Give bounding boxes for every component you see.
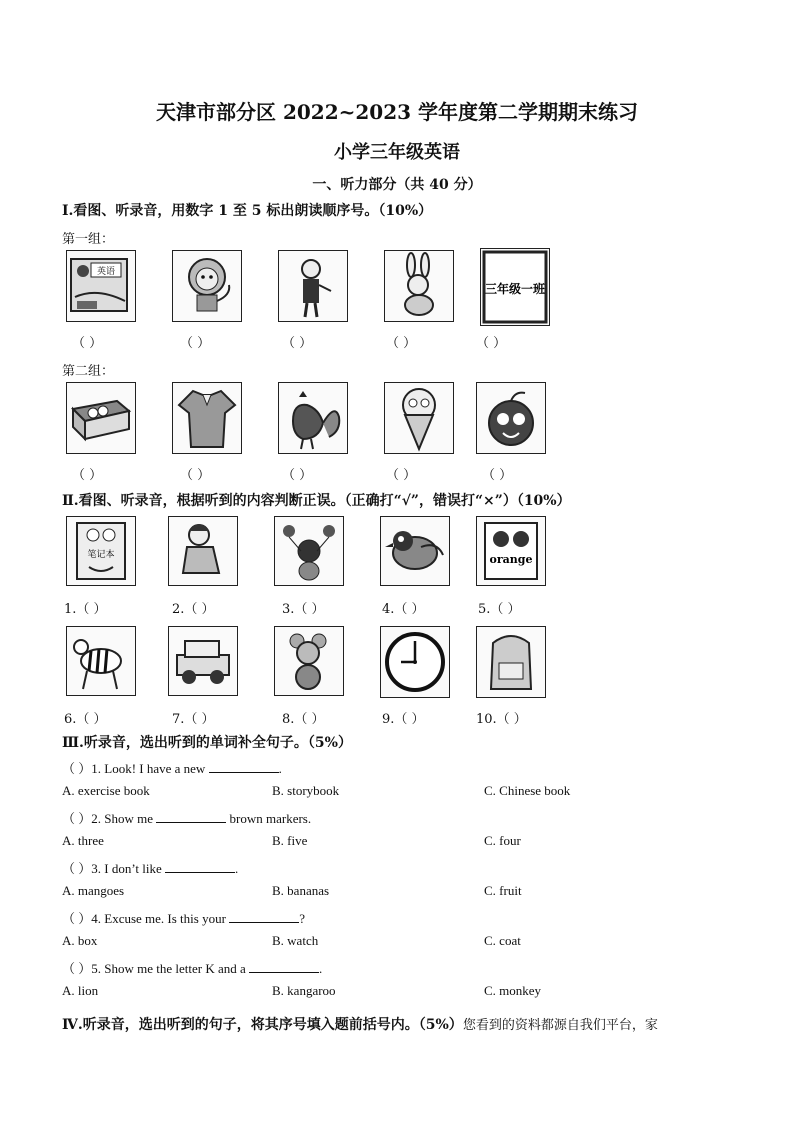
book-label: 英语 [96, 267, 116, 277]
tf-answer-1[interactable]: 1.（ ） [64, 602, 107, 617]
lion-icon [172, 250, 242, 322]
rooster-icon [278, 382, 348, 454]
mouse-icon [274, 626, 344, 696]
question-tail: . [235, 861, 239, 876]
orange-box-icon [476, 516, 546, 586]
question-tail: brown markers. [229, 811, 312, 826]
notebook-text: 笔记本 [87, 550, 115, 560]
question-1 [62, 758, 282, 777]
tf-answer-5[interactable]: 5.（ ） [478, 602, 521, 617]
question-tail: . [319, 961, 323, 976]
tf-answer-3[interactable]: 3.（ ） [282, 602, 325, 617]
option-b: B. kangaroo [272, 983, 336, 998]
option-c: C. coat [484, 933, 521, 948]
pencil-box-icon [66, 382, 136, 454]
option-b: B. storybook [272, 783, 340, 798]
tf-answer-7[interactable]: 7.（ ） [172, 712, 215, 727]
section1-heading: Ⅰ.看图、听录音，用数字 1 至 5 标出朗读顺序号。（10%） [62, 203, 433, 219]
rabbit-icon [384, 250, 454, 322]
section2-heading: Ⅱ.看图、听录音，根据听到的内容判断正误。（正确打“√”，错误打“×”）（10%） [62, 493, 571, 509]
section3-heading: Ⅲ.听录音，选出听到的单词补全句子。（5%） [62, 735, 352, 751]
question-text: （ ）5. Show me the letter K and a [62, 961, 246, 976]
option-a: A. lion [62, 983, 99, 998]
part-title: 一、听力部分（共 40 分） [312, 177, 482, 193]
option-c: C. four [484, 833, 521, 848]
question-tail: ? [299, 911, 305, 926]
clock-icon [380, 626, 450, 698]
woman-icon [168, 516, 238, 586]
class-sign-icon [480, 248, 550, 326]
option-b: B. watch [272, 933, 319, 948]
answer-paren[interactable]: （ ） [476, 336, 507, 351]
tf-answer-8[interactable]: 8.（ ） [282, 712, 325, 727]
group1-label: 第一组： [62, 232, 115, 247]
question-3 [62, 858, 238, 877]
answer-paren[interactable]: （ ） [282, 468, 313, 483]
option-c: C. Chinese book [484, 783, 571, 798]
question-text: （ ）3. I don’t like [62, 861, 162, 876]
answer-blank[interactable] [249, 960, 319, 973]
bag-icon [476, 626, 546, 698]
option-b: B. bananas [272, 883, 330, 898]
tf-answer-10[interactable]: 10.（ ） [476, 712, 527, 727]
answer-blank[interactable] [156, 810, 226, 823]
page-title: 天津市部分区 2022~2023 学年度第二学期期末练习 [155, 100, 638, 124]
apple-icon [476, 382, 546, 454]
option-c: C. fruit [484, 883, 522, 898]
answer-paren[interactable]: （ ） [482, 468, 513, 483]
question-text: （ ）4. Excuse me. Is this your [62, 911, 226, 926]
answer-paren[interactable]: （ ） [180, 468, 211, 483]
tf-answer-2[interactable]: 2.（ ） [172, 602, 215, 617]
question-2 [62, 808, 311, 827]
english-book-icon [66, 250, 136, 322]
answer-paren[interactable]: （ ） [386, 336, 417, 351]
answer-blank[interactable] [229, 910, 299, 923]
question-text: （ ）2. Show me [62, 811, 154, 826]
answer-paren[interactable]: （ ） [282, 336, 313, 351]
answer-paren[interactable]: （ ） [72, 336, 103, 351]
question-5 [62, 958, 322, 977]
page-subtitle: 小学三年级英语 [334, 142, 460, 163]
option-a: A. three [62, 833, 104, 848]
option-c: C. monkey [484, 983, 542, 998]
answer-paren[interactable]: （ ） [180, 336, 211, 351]
answer-paren[interactable]: （ ） [72, 468, 103, 483]
answer-blank[interactable] [165, 860, 235, 873]
question-text: （ ）1. Look! I have a new [62, 761, 206, 776]
section4-trailing-text: 您看到的资料都源自我们平台，家 [462, 1018, 658, 1033]
shirt-icon [172, 382, 242, 454]
question-4 [62, 908, 305, 927]
orange-text: orange [489, 553, 533, 566]
bird-icon [380, 516, 450, 586]
zebra-icon [66, 626, 136, 696]
tf-answer-6[interactable]: 6.（ ） [64, 712, 107, 727]
answer-blank[interactable] [209, 760, 279, 773]
section4-heading [62, 1014, 658, 1034]
ice-cream-icon [384, 382, 454, 454]
tf-answer-9[interactable]: 9.（ ） [382, 712, 425, 727]
section4-title: Ⅳ.听录音，选出听到的句子，将其序号填入题前括号内。（5%） [62, 1017, 463, 1033]
notebook-icon [66, 516, 136, 586]
tf-answer-4[interactable]: 4.（ ） [382, 602, 425, 617]
option-b: B. five [272, 833, 308, 848]
option-a: A. mangoes [62, 883, 125, 898]
teacher-icon [278, 250, 348, 322]
class-sign-text: 三年级一班 [484, 282, 546, 296]
group2-label: 第二组： [62, 364, 115, 379]
answer-paren[interactable]: （ ） [386, 468, 417, 483]
question-tail: . [278, 761, 282, 776]
option-a: A. exercise book [62, 783, 150, 798]
car-icon [168, 626, 238, 696]
option-a: A. box [62, 933, 98, 948]
bear-balloons-icon [274, 516, 344, 586]
